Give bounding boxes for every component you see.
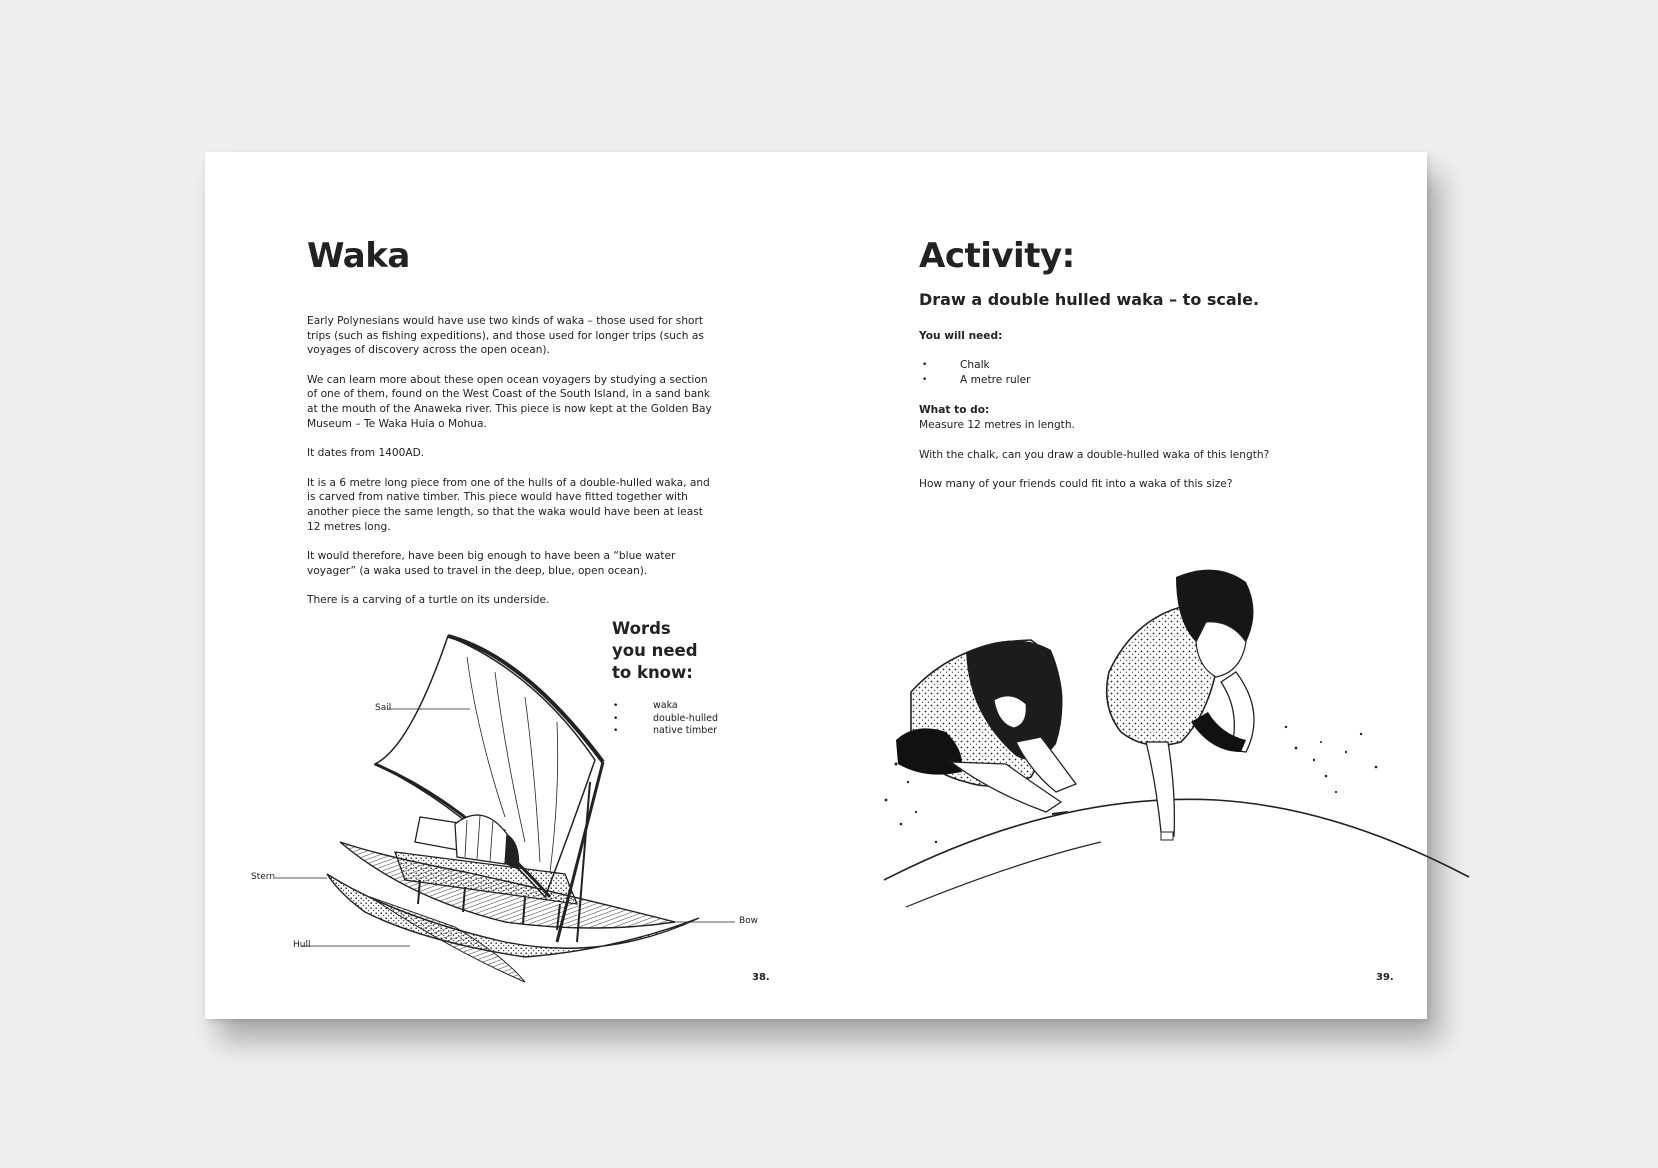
words-title-line-1: Words: [612, 619, 671, 638]
children-drawing-illustration: [816, 152, 1427, 1019]
waka-illustration: [205, 152, 816, 1019]
left-page: [205, 152, 816, 1019]
todo-label: What to do:: [919, 404, 990, 416]
paragraph-3: It dates from 1400AD.: [307, 447, 425, 460]
words-title-line-2: you need: [612, 641, 698, 660]
book-spread: [205, 152, 1427, 1019]
todo-line-1: With the chalk, can you draw a double-hulled waka of this length?: [919, 448, 1270, 461]
list-item: • waka: [653, 700, 718, 713]
label-sail: Sail: [375, 703, 392, 713]
list-item: • native timber: [653, 725, 718, 738]
page-title-waka: Waka: [307, 236, 410, 276]
list-item: • Chalk: [960, 358, 1031, 373]
words-title-line-3: to know:: [612, 663, 693, 682]
right-page: [816, 152, 1427, 1019]
paragraph-6: There is a carving of a turtle on its underside.: [307, 594, 550, 607]
paragraph-1: Early Polynesians would have use two kinds of waka – those used for short trips (such as fishing expeditions), and those used for longer trips (such as voyages of discovery across the open ocean).: [307, 315, 704, 357]
label-hull: Hull: [293, 940, 311, 950]
list-item: • double-hulled: [653, 713, 718, 726]
todo-line-2: How many of your friends could fit into a waka of this size?: [919, 478, 1233, 491]
page-title-activity: Activity:: [919, 236, 1075, 276]
paragraph-4: It is a 6 metre long piece from one of the hulls of a double-hulled waka, and is carved from native timber. This piece would have fitted together with another piece the same length, so that the waka would have been at least 12 metres long.: [307, 476, 710, 533]
page-number-38: 38.: [752, 972, 770, 983]
label-stern: Stern: [251, 872, 276, 882]
paragraph-5: It would therefore, have been big enough to have been a “blue water voyager” (a waka used to travel in the deep, blue, open ocean).: [307, 550, 676, 577]
paragraph-2: We can learn more about these open ocean voyagers by studying a section of one of them, found on the West Coast of the South Island, in a sand bank at the mouth of the Anaweka river. This piece is now kept at the Golden Bay Museum – Te Waka Huia o Mohua.: [307, 373, 712, 430]
page-number-39: 39.: [1376, 972, 1394, 983]
need-label: You will need:: [919, 330, 1003, 342]
activity-subtitle: Draw a double hulled waka – to scale.: [919, 290, 1260, 309]
label-bow: Bow: [739, 916, 759, 926]
list-item: • A metre ruler: [960, 373, 1031, 388]
todo-first: Measure 12 metres in length.: [919, 419, 1075, 431]
